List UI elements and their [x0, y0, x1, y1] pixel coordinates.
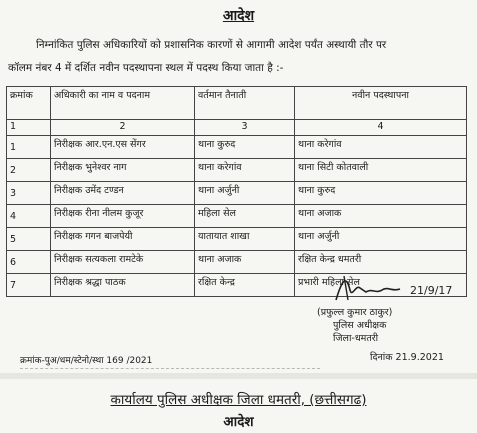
- intro-line-2: कॉलम नंबर 4 में दर्शित नवीन पदस्थापना स्थल में पदस्थ किया जाता है :-: [8, 62, 284, 74]
- page-divider: [0, 373, 477, 379]
- row-serial: 6: [7, 251, 51, 274]
- row-current-posting: थाना कुरुद: [195, 136, 295, 159]
- row-serial: 3: [7, 182, 51, 205]
- signatory-name: (प्रफुल्ल कुमार ठाकुर): [317, 307, 393, 318]
- row-officer-name: निरीक्षक गगन बाजपेयी: [51, 228, 195, 251]
- row-new-posting: थाना अर्जुनी: [295, 228, 467, 251]
- row-new-posting: थाना अजाक: [295, 205, 467, 228]
- row-current-posting: थाना अर्जुनी: [195, 182, 295, 205]
- table-row: [7, 136, 467, 159]
- row-new-posting: थाना सिटी कोतवाली: [295, 159, 467, 182]
- table-row: [7, 159, 467, 182]
- header-officer-name: अधिकारी का नाम व पदनाम: [51, 87, 195, 120]
- row-current-posting: महिला सेल: [195, 205, 295, 228]
- row-current-posting: थाना अजाक: [195, 251, 295, 274]
- row-current-posting: रक्षित केन्द्र: [195, 274, 295, 297]
- row-officer-name: निरीक्षक सत्यकला रामटेके: [51, 251, 195, 274]
- document-title: आदेश: [222, 8, 255, 24]
- signatory-district: जिला-धमतरी: [333, 333, 379, 344]
- office-heading: कार्यालय पुलिस अधीक्षक जिला धमतरी, (छत्तीसगढ): [110, 392, 367, 408]
- row-officer-name: निरीक्षक उमेंद टण्डन: [51, 182, 195, 205]
- row-new-posting: रक्षित केन्द्र धमतरी: [295, 251, 467, 274]
- header-serial: क्रमांक: [7, 87, 51, 120]
- row-officer-name: निरीक्षक आर.एन.एस सेंगर: [51, 136, 195, 159]
- column-number: 1: [7, 120, 51, 136]
- row-current-posting: यातायात शाखा: [195, 228, 295, 251]
- row-new-posting: थाना कुरुद: [295, 182, 467, 205]
- row-officer-name: निरीक्षक रीना नीलम कुजूर: [51, 205, 195, 228]
- column-number-row: [7, 120, 467, 136]
- column-number: 3: [195, 120, 295, 136]
- signature-date: 21/9/17: [410, 284, 453, 297]
- column-number: 4: [295, 120, 467, 136]
- row-serial: 7: [7, 274, 51, 297]
- table-row: [7, 182, 467, 205]
- next-order-title: आदेश: [223, 414, 254, 430]
- transfer-table: [6, 86, 467, 297]
- table-row: [7, 228, 467, 251]
- reference-number: क्रमांक-पुअ/धम/स्टेनो/स्था 169 /2021: [20, 356, 153, 366]
- row-officer-name: निरीक्षक श्रद्धा पाठक: [51, 274, 195, 297]
- row-current-posting: थाना करेगांव: [195, 159, 295, 182]
- row-new-posting: थाना करेगांव: [295, 136, 467, 159]
- row-serial: 5: [7, 228, 51, 251]
- table-header-row: [7, 87, 467, 120]
- table-row: [7, 205, 467, 228]
- row-officer-name: निरीक्षक भुनेश्वर नाग: [51, 159, 195, 182]
- row-serial: 1: [7, 136, 51, 159]
- header-current-posting: वर्तमान तैनाती: [195, 87, 295, 120]
- row-serial: 4: [7, 205, 51, 228]
- signatory-designation: पुलिस अधीक्षक: [333, 320, 387, 331]
- faint-line: [20, 368, 320, 370]
- signature: [330, 270, 470, 306]
- column-number: 2: [51, 120, 195, 136]
- row-new-posting: प्रभारी महिला सेल: [295, 274, 467, 297]
- header-new-posting: नवीन पदस्थापना: [295, 87, 467, 120]
- order-date: दिनांक 21.9.2021: [370, 352, 444, 363]
- row-serial: 2: [7, 159, 51, 182]
- intro-line-1: निम्नांकित पुलिस अधिकारियों को प्रशासनिक कारणों से आगामी आदेश पर्यंत अस्थायी तौर पर: [36, 39, 387, 51]
